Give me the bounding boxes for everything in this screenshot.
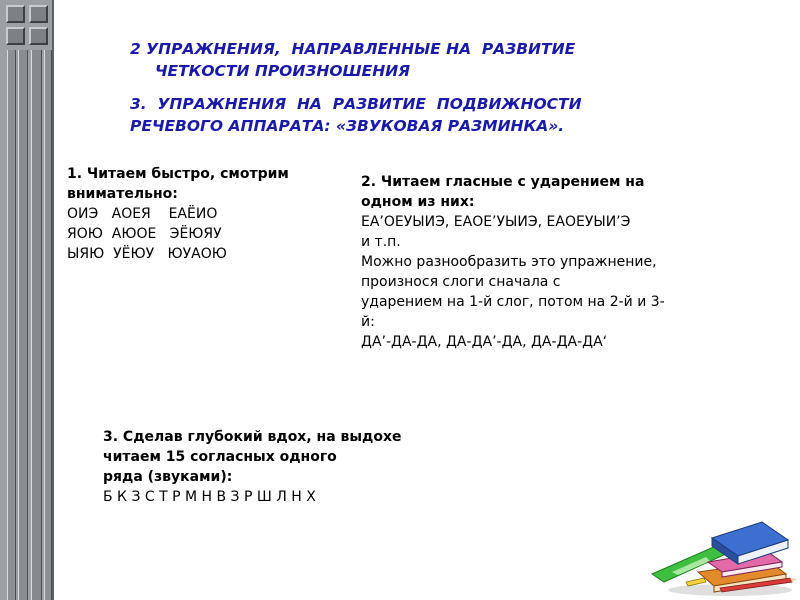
sidebar-square: [29, 27, 48, 45]
exercise-2-line: Можно разнообразить это упражнение,: [361, 254, 657, 270]
sidebar-square: [29, 5, 48, 23]
exercise-1-row: ЫЯЮ УЁЮУ ЮУАОЮ: [67, 246, 227, 262]
exercise-2-line: й:: [361, 314, 375, 330]
exercise-3-letters: Б К З С Т Р М Н В З Р Ш Л Н Х: [103, 489, 316, 505]
exercise-3-title-line-2: читаем 15 согласных одного: [103, 449, 337, 465]
sidebar-bar: [18, 50, 28, 600]
exercise-1-title-line-1: 1. Читаем быстро, смотрим: [67, 166, 289, 182]
exercise-3-block: [103, 427, 402, 507]
exercise-2-line: ДА’-ДА-ДА, ДА-ДА’-ДА, ДА-ДА-ДА‘: [361, 334, 608, 350]
heading-speech-mobility: [130, 93, 582, 137]
exercise-1-block: [67, 164, 289, 264]
exercise-2-title-line-2: одном из них:: [361, 194, 475, 210]
sidebar-squares: [6, 5, 48, 45]
heading-2-line-1: 3. УПРАЖНЕНИЯ НА РАЗВИТИЕ ПОДВИЖНОСТИ: [130, 95, 582, 113]
exercise-2-line: и т.п.: [361, 234, 401, 250]
sidebar-divider: [52, 0, 54, 600]
exercise-2-line: произнося слоги сначала с: [361, 274, 561, 290]
heading-articulation-clarity: [130, 38, 575, 82]
exercise-2-line: ударением на 1-й слог, потом на 2-й и 3-: [361, 294, 665, 310]
exercise-1-row: ЯОЮ АЮОЕ ЭЁЮЯУ: [67, 226, 222, 242]
heading-1-line-2: ЧЕТКОСТИ ПРОИЗНОШЕНИЯ: [155, 62, 411, 80]
exercise-3-title-line-1: 3. Сделав глубокий вдох, на выдохе: [103, 429, 402, 445]
heading-2-line-2: РЕЧЕВОГО АППАРАТА: «ЗВУКОВАЯ РАЗМИНКА».: [130, 117, 565, 135]
exercise-1-row: ОИЭ АОЕЯ ЕАЁИО: [67, 206, 218, 222]
exercise-2-block: [361, 172, 665, 352]
sidebar-bar: [7, 50, 16, 600]
exercise-3-title-line-3: ряда (звуками):: [103, 469, 233, 485]
sidebar-bar: [44, 50, 52, 600]
exercise-2-title-line-1: 2. Читаем гласные с ударением на: [361, 174, 645, 190]
heading-1-line-1: 2 УПРАЖНЕНИЯ, НАПРАВЛЕННЫЕ НА РАЗВИТИЕ: [130, 40, 576, 58]
left-decorative-sidebar: [0, 0, 54, 600]
sidebar-square: [6, 5, 25, 23]
sidebar-square: [6, 27, 25, 45]
books-clipart-icon: [650, 508, 798, 598]
sidebar-bar: [31, 50, 42, 600]
exercise-2-line: ЕА’ОЕУЫИЭ, ЕАОЕ’УЫИЭ, ЕАОЕУЫИ’Э: [361, 214, 631, 230]
exercise-1-title-line-2: внимательно:: [67, 186, 178, 202]
